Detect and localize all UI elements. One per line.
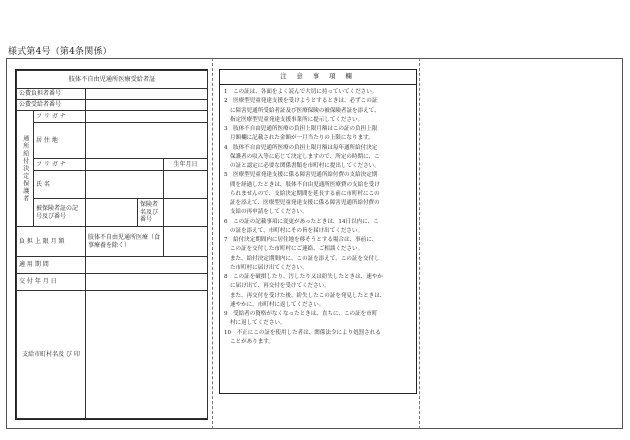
note-line: 支給の再申請をしてください。 <box>230 209 308 216</box>
certificate-form <box>15 69 208 420</box>
limit-value <box>164 227 208 257</box>
note-line: 9 受給者の資格がなくなったときは、直ちに、この証を市町 <box>224 311 378 317</box>
note-line: 指定医療型児童発達支援事業所に提示してください。 <box>230 116 364 123</box>
insured-label: 被保険者証の記号及び番号 <box>34 199 86 227</box>
note-line: られませんので、支給決定期間を延長する前に市町村にこの <box>230 190 380 197</box>
issue-date-value <box>86 274 208 291</box>
note-line: 7 給付決定期間内に居住地を移そうとする場合は、事前に、 <box>224 237 378 243</box>
note-line: この証を交付した市町村にご連絡、ご相談ください。 <box>230 246 364 253</box>
recipient-no-label: 公費受給者番号 <box>17 100 86 111</box>
birth-date-label: 生年月日 <box>164 159 208 171</box>
limit-label: 負 担 上 限 月 額 <box>17 227 86 257</box>
note-line: た市町村に届け出てください。 <box>230 264 308 271</box>
note-line: の証を添えて、市町村にその旨を届け出てください。 <box>230 227 364 234</box>
note-line: の証と認定に必要な関係書類を市町村に提出してください。 <box>230 163 380 169</box>
note-line: 8 この証を破損したり、汚したり又は紛失したときは、速やか <box>224 274 383 280</box>
municipality-value <box>86 291 208 419</box>
fold-line-right <box>419 58 420 429</box>
address-label: 居 住 地 <box>34 123 86 159</box>
limit-note: 肢体不自由児通所医療（食事療養を除く） <box>86 227 164 257</box>
furigana-value-1 <box>86 111 208 123</box>
note-line: ことがあります。 <box>230 338 274 345</box>
notes-panel <box>219 69 417 394</box>
note-line: 保護者の収入等に応じて決定しますので、所定の時期に、こ <box>230 153 380 160</box>
note-line: また、給付決定期間内に、この証を添えて、この証を交付し <box>230 255 380 262</box>
note-line: 6 この証の記載事項に変更があったときは、14日以内に、こ <box>224 218 379 225</box>
name-value <box>86 171 164 199</box>
issue-date-label: 交 付 年 月 日 <box>17 274 86 291</box>
furigana-value-2 <box>86 159 164 171</box>
public-payer-label: 公費負担者番号 <box>17 89 86 100</box>
guardian-group-label: 通所給付決定保護者 <box>17 111 34 227</box>
period-value <box>86 257 208 274</box>
name-label: 氏 名 <box>34 171 86 199</box>
insurer-value <box>164 199 208 227</box>
note-line: 3 肢体不自由児通所医療の負担上限月額はこの証の負担上限 <box>224 126 378 132</box>
note-line: 速やかに、市町村に返してください。 <box>230 301 325 308</box>
note-line: 2 医療型児童発達支援を受けようとするときは、必ずこの証 <box>224 98 378 105</box>
note-line: に届け出て、再交付を受けてください。 <box>230 283 330 290</box>
notes-list <box>220 85 416 347</box>
note-line: また、再交付を受けた後、紛失したこの証を発見したときは、 <box>230 292 386 299</box>
public-payer-value <box>86 89 208 100</box>
insurer-label: 保険者名及び番号 <box>138 199 164 227</box>
birth-date-value <box>164 171 208 199</box>
form-caption: 様式第4号（第4条関係） <box>8 47 112 57</box>
note-line: 間を経過したときは、肢体不自由児通所医療費の支給を受け <box>230 181 380 188</box>
note-line: に障害児通所受給者証及び医療保険の被保険者証を添えて、 <box>230 107 380 114</box>
furigana-label-2: フ リ ガ ナ <box>34 159 86 171</box>
note-line: 5 医療型児童発達支援に係る障害児通所給付費の支給決定期 <box>224 172 378 179</box>
insured-value <box>86 199 138 227</box>
note-line: 1 この証は、各面をよく読んで大切に持っていてください。 <box>224 89 378 95</box>
address-value <box>86 123 208 159</box>
note-line: 村に返してください。 <box>230 320 286 327</box>
period-label: 適 用 期 間 <box>17 257 86 274</box>
municipality-label: 支給市町村名及 び 印 <box>17 291 86 419</box>
furigana-label-1: フ リ ガ ナ <box>34 111 86 123</box>
note-line: 10 不正にこの証を使用した者は、関係法令により処罰される <box>224 329 381 336</box>
recipient-no-value <box>86 100 208 111</box>
note-line: 証を添えて、医療型児童発達支援に係る障害児通所給付費の <box>230 200 380 206</box>
certificate-title: 肢体不自由児通所医療受給者証 <box>17 71 208 89</box>
notes-heading: 注 意 事 項 欄 <box>220 70 416 85</box>
note-line: 月額欄に記載された金額が一月当たりの上限になります。 <box>230 135 374 142</box>
fold-line-left <box>212 58 213 429</box>
note-line: 4 肢体不自由児通所医療の負担上限月額は毎年通所給付決定 <box>224 144 378 151</box>
